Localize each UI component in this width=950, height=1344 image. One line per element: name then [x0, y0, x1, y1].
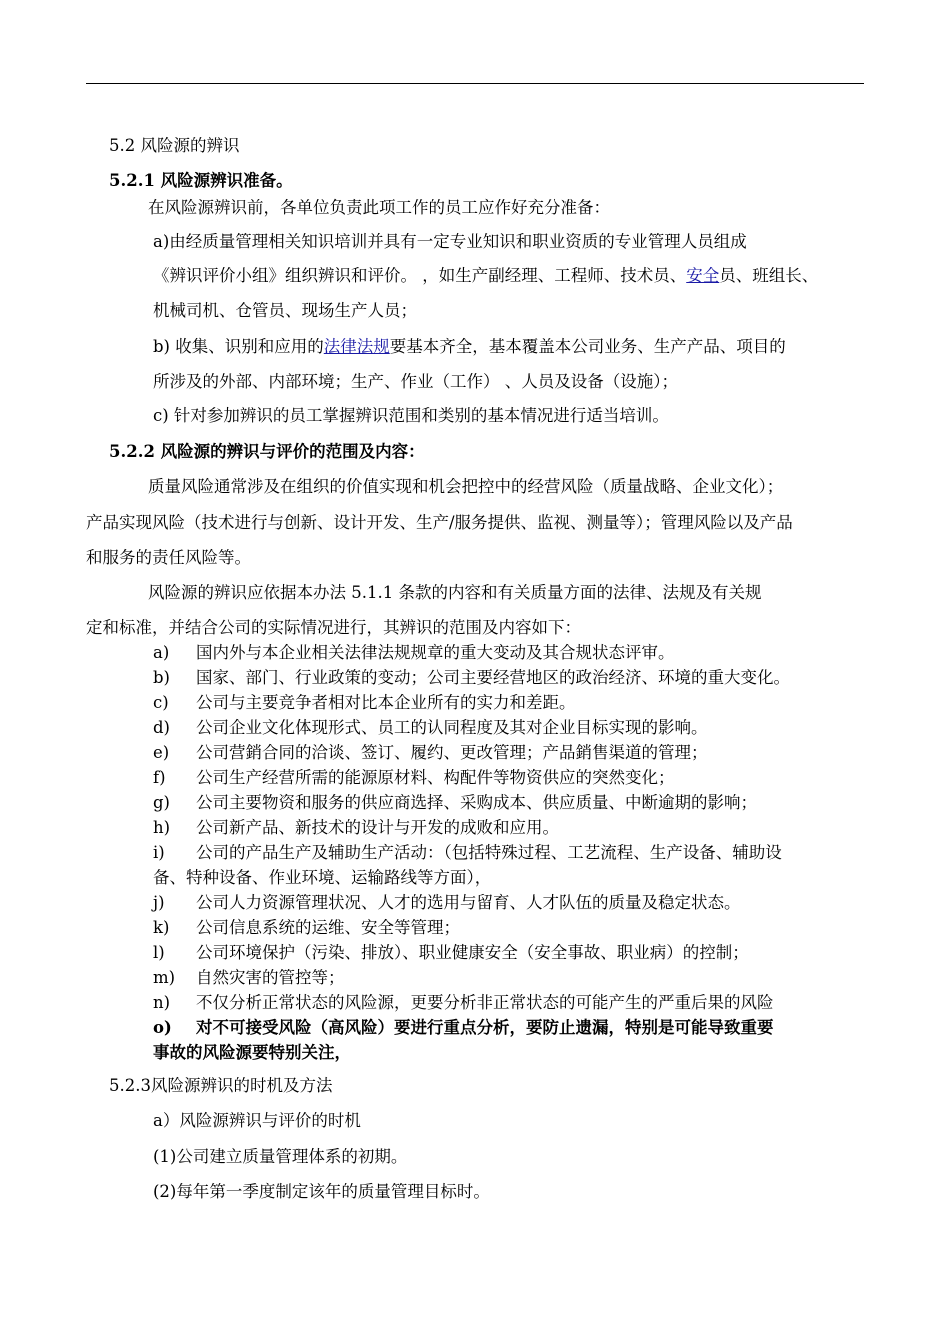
list-item: 公司环境保护（污染、排放）、职业健康安全（安全事故、职业病）的控制； — [196, 943, 749, 962]
heading-5-2-2: 5.2.2 风险源的辨识与评价的范围及内容： — [109, 442, 425, 461]
list-item: 公司信息系统的运维、安全等管理； — [196, 918, 460, 937]
prep-item-b-text-end: 要基本齐全，基本覆盖本公司业务、生产产品、项目的 — [389, 337, 786, 356]
heading-5-2: 5.2 风险源的辨识 — [109, 136, 240, 155]
list-item-label: m) — [153, 968, 176, 987]
safety-link[interactable]: 安全 — [686, 266, 720, 285]
list-item-label: g) — [153, 793, 170, 812]
timing-subheading: a）风险源辨识与评价的时机 — [153, 1111, 361, 1130]
list-item: 对不可接受风险（高风险）要进行重点分析，要防止遗漏，特别是可能导致重要 — [196, 1018, 774, 1037]
list-item-label: h) — [153, 818, 171, 837]
list-item: 公司的产品生产及辅助生产活动：（包括特殊过程、工艺流程、生产设备、辅助设 — [196, 843, 782, 862]
list-item-label: j) — [153, 893, 165, 912]
prep-item-c: c) 针对参加辨识的员工掌握辨识范围和类别的基本情况进行适当培训。 — [153, 406, 669, 425]
timing-item-1: (1)公司建立质量管理体系的初期。 — [153, 1147, 408, 1166]
timing-item-2: (2)每年第一季度制定该年的质量管理目标时。 — [153, 1182, 490, 1201]
prep-paragraph: 在风险源辨识前，各单位负责此项工作的员工应作好充分准备： — [148, 198, 610, 217]
scope-paragraph-line3: 和服务的责任风险等。 — [86, 548, 251, 567]
heading-5-2-3: 5.2.3风险源辨识的时机及方法 — [109, 1076, 333, 1095]
prep-item-a-text-end: 员、班组长、 — [719, 266, 819, 285]
list-item-continuation: 事故的风险源要特别关注， — [153, 1043, 351, 1062]
list-item: 国家、部门、行业政策的变动；公司主要经营地区的政治经济、环境的重大变化。 — [196, 668, 790, 687]
list-item-continuation: 备、特种设备、作业环境、运输路线等方面）， — [153, 868, 492, 887]
basis-paragraph-line2: 定和标准，并结合公司的实际情况进行，其辨识的范围及内容如下： — [86, 618, 581, 637]
list-item: 公司与主要竞争者相对比本企业所有的实力和差距。 — [196, 693, 576, 712]
prep-item-b-line1 — [153, 337, 786, 357]
list-item-label: i) — [153, 843, 165, 862]
list-item-label: k) — [153, 918, 170, 937]
basis-paragraph-line1: 风险源的辨识应依据本办法 5.1.1 条款的内容和有关质量方面的法律、法规及有关规 — [148, 583, 762, 602]
list-item: 不仅分析正常状态的风险源，更要分析非正常状态的可能产生的严重后果的风险 — [196, 993, 774, 1012]
prep-item-a-line2 — [153, 266, 818, 286]
prep-item-a-line3: 机械司机、仓管员、现场生产人员； — [153, 301, 417, 320]
prep-item-a-line1: a)由经质量管理相关知识培训并具有一定专业知识和职业资质的专业管理人员组成 — [153, 232, 747, 251]
list-item-label: c) — [153, 693, 169, 712]
prep-item-b-text: b) 收集、识别和应用的 — [153, 337, 324, 356]
list-item: 公司新产品、新技术的设计与开发的成败和应用。 — [196, 818, 559, 837]
list-item-label: n) — [153, 993, 171, 1012]
list-item-label: e) — [153, 743, 170, 762]
list-item: 公司营銷合同的洽谈、签订、履约、更改管理；产品銷售渠道的管理； — [196, 743, 708, 762]
list-item: 公司人力资源管理状况、人才的选用与留育、人才队伍的质量及稳定状态。 — [196, 893, 741, 912]
list-item: 国内外与本企业相关法律法规规章的重大变动及其合规状态评审。 — [196, 643, 675, 662]
list-item: 公司企业文化体现形式、员工的认同程度及其对企业目标实现的影响。 — [196, 718, 708, 737]
list-item-label: l) — [153, 943, 165, 962]
header-rule — [86, 83, 864, 84]
list-item: 公司主要物资和服务的供应商选择、采购成本、供应质量、中断逾期的影响； — [196, 793, 757, 812]
list-item-label: d) — [153, 718, 170, 737]
scope-paragraph-line2: 产品实现风险（技术进行与创新、设计开发、生产/服务提供、监视、测量等）；管理风险以及产品 — [86, 513, 793, 532]
list-item-label: f) — [153, 768, 166, 787]
scope-paragraph-line1: 质量风险通常涉及在组织的价值实现和机会把控中的经营风险（质量战略、企业文化）； — [148, 477, 784, 496]
laws-link[interactable]: 法律法规 — [323, 337, 390, 356]
list-item-label: b) — [153, 668, 170, 687]
heading-5-2-1: 5.2.1 风险源辨识准备。 — [109, 171, 293, 190]
list-item-label: a) — [153, 643, 170, 662]
list-item: 公司生产经营所需的能源原材料、构配件等物资供应的突然变化； — [196, 768, 675, 787]
prep-item-b-line2: 所涉及的外部、内部环境；生产、作业（工作） 、人员及设备（设施）； — [153, 372, 678, 391]
list-item: 自然灾害的管控等； — [196, 968, 345, 987]
prep-item-a-text: 《辨识评价小组》组织辨识和评价。 ，如生产副经理、工程师、技术员、 — [153, 266, 687, 285]
list-item-label: o) — [153, 1018, 172, 1037]
